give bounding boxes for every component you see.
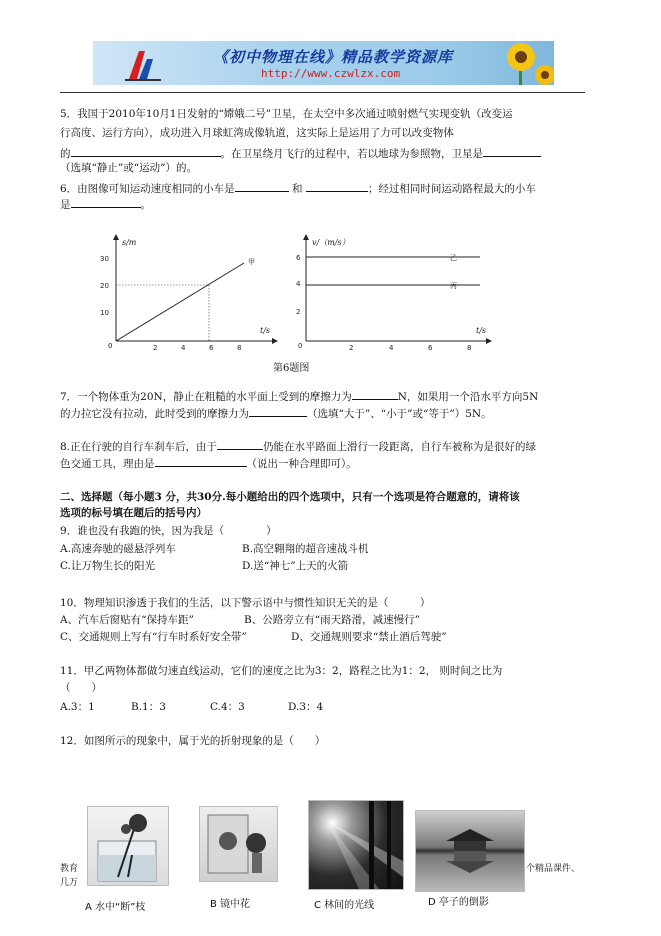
q8-line2-b: （说出一种合理即可）。 (246, 458, 357, 470)
section2-heading-line2: 选项的标号填在题后的括号内） (60, 507, 207, 519)
q6-blank1[interactable] (235, 180, 289, 192)
graph2-ylabel: v/（m/s） (312, 238, 350, 247)
footer-left-2: 几万 (60, 878, 79, 888)
q11-option-d: D.3：4 (288, 701, 324, 713)
q11-stem: 11．甲乙两物体都做匀速直线运动，它们的速度之比为3：2，路程之比为1：2， 则时间之比为 (60, 665, 503, 677)
q6-blank3[interactable] (71, 196, 141, 208)
graph1-xlabel: t/s (260, 326, 271, 335)
graph1-series-label: 甲 (248, 258, 255, 266)
q5-blank1[interactable] (71, 145, 221, 157)
photo-d-pavilion-reflection (415, 810, 525, 892)
section2-heading-line1: 二、选择题（每小题3 分，共30分.每小题给出的四个选项中，只有一个选项是符合题意的，请将该 (60, 491, 520, 503)
q9-option-c: C.让万物生长的阳光 (60, 560, 155, 572)
graph2-xtick-4: 4 (389, 344, 394, 352)
q12-caption-c: C 林间的光线 (314, 900, 375, 911)
graph1-xtick-4: 4 (181, 344, 186, 352)
graph2-x-arrow (486, 338, 492, 344)
photo-a-water-branch (87, 806, 169, 886)
q7-line1 (60, 388, 538, 404)
graph2-ytick-2: 2 (296, 308, 301, 316)
footer-left-1: 教育 (60, 864, 79, 874)
q10-option-b: B、公路旁立有“雨天路滑，减速慢行” (244, 614, 420, 626)
beaker-branch-icon (88, 807, 168, 885)
banner-title: 《初中物理在线》精品教学资源库 (213, 48, 454, 66)
q6-line1-a: 6．由图像可知运动速度相同的小车是 (60, 183, 235, 195)
graph1-origin: 0 (108, 342, 113, 350)
q8-line1-a: 8.正在行驶的自行车刹车后，由于 (60, 441, 218, 453)
photo-c-forest-light (308, 800, 404, 890)
footer-right: 个精品课件、 (526, 864, 581, 874)
graph1-ytick-30: 30 (100, 255, 109, 263)
mirror-flower-icon (200, 807, 277, 881)
q8-line2 (60, 455, 357, 471)
graph1-xtick-8: 8 (237, 344, 242, 352)
graph1-y-arrow (113, 234, 119, 240)
q10-option-a: A、汽车后窗贴有“保持车距” (60, 614, 194, 626)
graph1-ytick-20: 20 (100, 282, 109, 290)
q7-line2-b: （选填“大于”、“小于”或“等于”）5N。 (307, 408, 492, 420)
q8-blank1[interactable] (217, 438, 263, 450)
light-beams-icon (309, 801, 403, 889)
q8-blank2[interactable] (155, 455, 247, 467)
q9-option-d: D.送“神七”上天的火箭 (242, 560, 349, 572)
q9-option-a: A.高速奔驰的磁悬浮列车 (60, 543, 176, 555)
q6-figure-caption: 第6题图 (273, 363, 310, 374)
header-banner (93, 41, 554, 85)
graph2-origin: 0 (298, 342, 303, 350)
q5-line3-b: 。在卫星绕月飞行的过程中，若以地球为参照物，卫星是 (220, 148, 483, 160)
q10-stem: 10．物理知识渗透于我们的生活，以下警示语中与惯性知识无关的是（ ） (60, 597, 431, 609)
graph2-xtick-8: 8 (467, 344, 472, 352)
q6-blank2[interactable] (306, 180, 368, 192)
q8-line1 (60, 438, 536, 454)
q11-option-c: C.4：3 (210, 701, 245, 713)
q7-line1-b: N，如果用一个沿水平方向5N (397, 391, 539, 403)
graph2-y-arrow (303, 234, 309, 240)
photo-b-mirror-flower (199, 806, 278, 882)
graph2-ytick-4: 4 (296, 280, 301, 288)
q6-line1-b: 和 (292, 183, 303, 195)
q7-blank1[interactable] (352, 388, 398, 400)
sunflower-icon (491, 41, 554, 85)
q12-stem: 12．如图所示的现象中，属于光的折射现象的是（ ） (60, 735, 326, 747)
q12-caption-a: A 水中“断”枝 (85, 902, 146, 913)
q9-stem: 9．谁也没有我跑的快，因为我是（ ） (60, 525, 277, 537)
graph1-xtick-2: 2 (153, 344, 158, 352)
pavilion-icon (416, 811, 524, 891)
q8-line2-a: 色交通工具，理由是 (60, 458, 155, 470)
q5-line3-a: 的 (60, 148, 71, 160)
graph1-series-jia (116, 263, 244, 341)
graph2-series-bing-label: 丙 (450, 282, 457, 290)
q12-caption-d: D 亭子的倒影 (428, 897, 489, 908)
graph2-series-yi-label: 乙 (450, 254, 457, 262)
q5-line1: 5．我国于2010年10月1日发射的“嫦娥二号”卫星，在太空中多次通过喷射燃气实现变轨（改变运 (60, 108, 513, 120)
q11-paren: （ ） (60, 682, 102, 694)
graph2-xlabel: t/s (476, 326, 487, 335)
q6-line1-c: ；经过相同时间运动路程最大的小车 (367, 183, 536, 195)
q7-line2-a: 的力拉它没有拉动，此时受到的摩擦力为 (60, 408, 249, 420)
q7-line1-a: 7．一个物体重为20N，静止在粗糙的水平面上受到的摩擦力为 (60, 391, 352, 403)
graph1-ylabel: s/m (122, 238, 137, 247)
q9-option-b: B.高空翱翔的超音速战斗机 (242, 543, 369, 555)
q5-blank2[interactable] (483, 145, 541, 157)
q7-blank2[interactable] (249, 405, 307, 417)
graph2-ytick-6: 6 (296, 254, 301, 262)
graph2-xtick-2: 2 (349, 344, 354, 352)
graph-s-t (92, 230, 282, 355)
q11-option-a: A.3：1 (60, 701, 95, 713)
q6-line2-a: 是 (60, 199, 71, 211)
graph-v-t (290, 230, 500, 355)
q10-option-c: C、交通规则上写有“行车时系好安全带” (60, 631, 247, 643)
graph2-xtick-6: 6 (428, 344, 433, 352)
graph1-xtick-6: 6 (209, 344, 214, 352)
q11-option-b: B.1：3 (131, 701, 166, 713)
q5-line4: （选填“静止”或“运动”）的。 (60, 162, 197, 174)
q5-line3 (60, 145, 541, 161)
q8-line1-b: 仍能在水平路面上滑行一段距离，自行车被称为是很好的绿 (263, 441, 537, 453)
banner-url: http://www.czwlzx.com (261, 67, 401, 80)
q5-line2: 行高度、运行方向），成功进入月球虹湾成像轨道，这实际上是运用了力可以改变物体 (60, 127, 454, 139)
graph1-x-arrow (272, 338, 278, 344)
q6-line2-b: 。 (140, 199, 151, 211)
q12-caption-b: B 镜中花 (210, 899, 251, 910)
q6-line2 (60, 196, 151, 212)
q10-option-d: D、交通规则要求“禁止酒后驾驶” (291, 631, 447, 643)
logo-icon (121, 45, 165, 83)
q7-line2 (60, 405, 492, 421)
graph1-ytick-10: 10 (100, 309, 109, 317)
q6-line1 (60, 180, 536, 196)
header-rule (60, 92, 585, 93)
